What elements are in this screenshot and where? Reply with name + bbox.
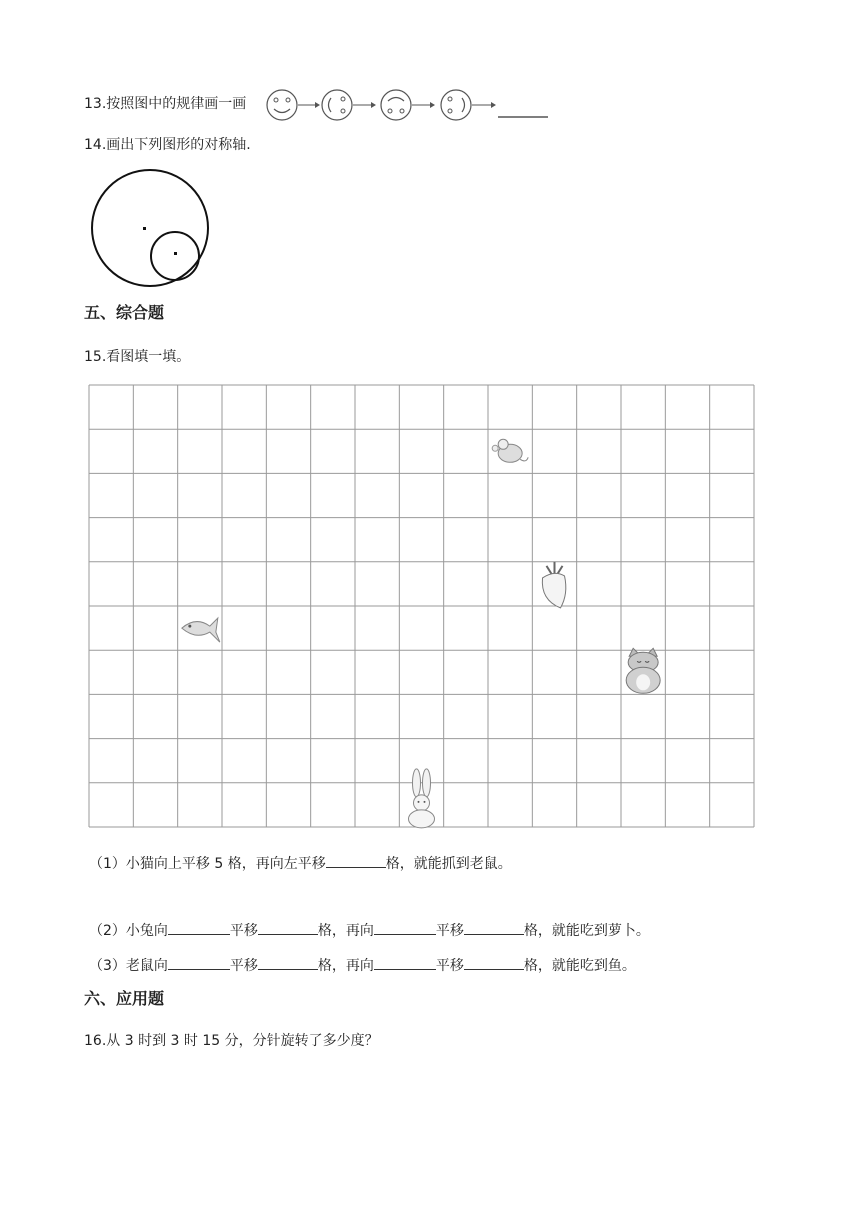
- grid-lines: [89, 385, 754, 827]
- q15-sub2-text-5: 格，就能吃到萝卜。: [523, 923, 650, 939]
- q15-sub2-blank-3[interactable]: [374, 920, 436, 935]
- q15-sub2-blank-1[interactable]: [168, 920, 230, 935]
- q15-sub1-part2: 格，就能抓到老鼠。: [385, 856, 512, 872]
- section5-title: 五、综合题: [84, 303, 165, 322]
- q13-text: 13.按照图中的规律画一画: [84, 96, 247, 112]
- q15-sub3: [89, 955, 636, 976]
- cat-icon: [626, 648, 660, 693]
- section6-title: 六、应用题: [84, 989, 165, 1008]
- q15-sub1: [89, 853, 512, 874]
- q15-sub2-blank-2[interactable]: [258, 920, 318, 935]
- face-rotated-right-icon: [441, 90, 471, 120]
- rabbit-icon: [409, 769, 435, 828]
- circles-figure: [88, 168, 218, 293]
- q15-sub2-text-4: 平移: [435, 923, 464, 939]
- q15-sub1-blank[interactable]: [326, 853, 386, 868]
- q15-text: 15.看图填一填。: [84, 349, 191, 365]
- face-pattern-figure: [262, 86, 562, 126]
- q15-sub3-blank-3[interactable]: [374, 955, 436, 970]
- q15-sub2: [89, 920, 650, 941]
- fish-icon: [182, 618, 220, 642]
- mouse-icon: [492, 439, 528, 462]
- face-smile-icon: [267, 90, 297, 120]
- q15-sub3-text-5: 格，就能吃到鱼。: [523, 958, 636, 974]
- q15-sub3-blank-4[interactable]: [464, 955, 524, 970]
- q16-text: 16.从 3 时到 3 时 15 分，分针旋转了多少度？: [84, 1033, 379, 1049]
- q15-sub3-blank-1[interactable]: [168, 955, 230, 970]
- q15-sub2-blank-4[interactable]: [464, 920, 524, 935]
- q15-sub3-blank-2[interactable]: [258, 955, 318, 970]
- q14-text: 14.画出下列图形的对称轴.: [84, 137, 251, 153]
- q15-sub3-text-2: 平移: [229, 958, 258, 974]
- q15-sub3-text-4: 平移: [435, 958, 464, 974]
- q15-sub2-text-2: 平移: [229, 923, 258, 939]
- q15-sub3-text-3: 格，再向: [317, 958, 374, 974]
- q15-sub2-text-3: 格，再向: [317, 923, 374, 939]
- q15-sub2-text-1: （2）小兔向: [89, 923, 168, 939]
- face-upside-down-icon: [381, 90, 411, 120]
- q15-sub1-part1: （1）小猫向上平移 5 格，再向左平移: [89, 856, 326, 872]
- grid-figure: [89, 385, 754, 827]
- face-rotated-icon: [322, 90, 352, 120]
- q15-sub3-text-1: （3）老鼠向: [89, 958, 168, 974]
- radish-icon: [542, 562, 566, 608]
